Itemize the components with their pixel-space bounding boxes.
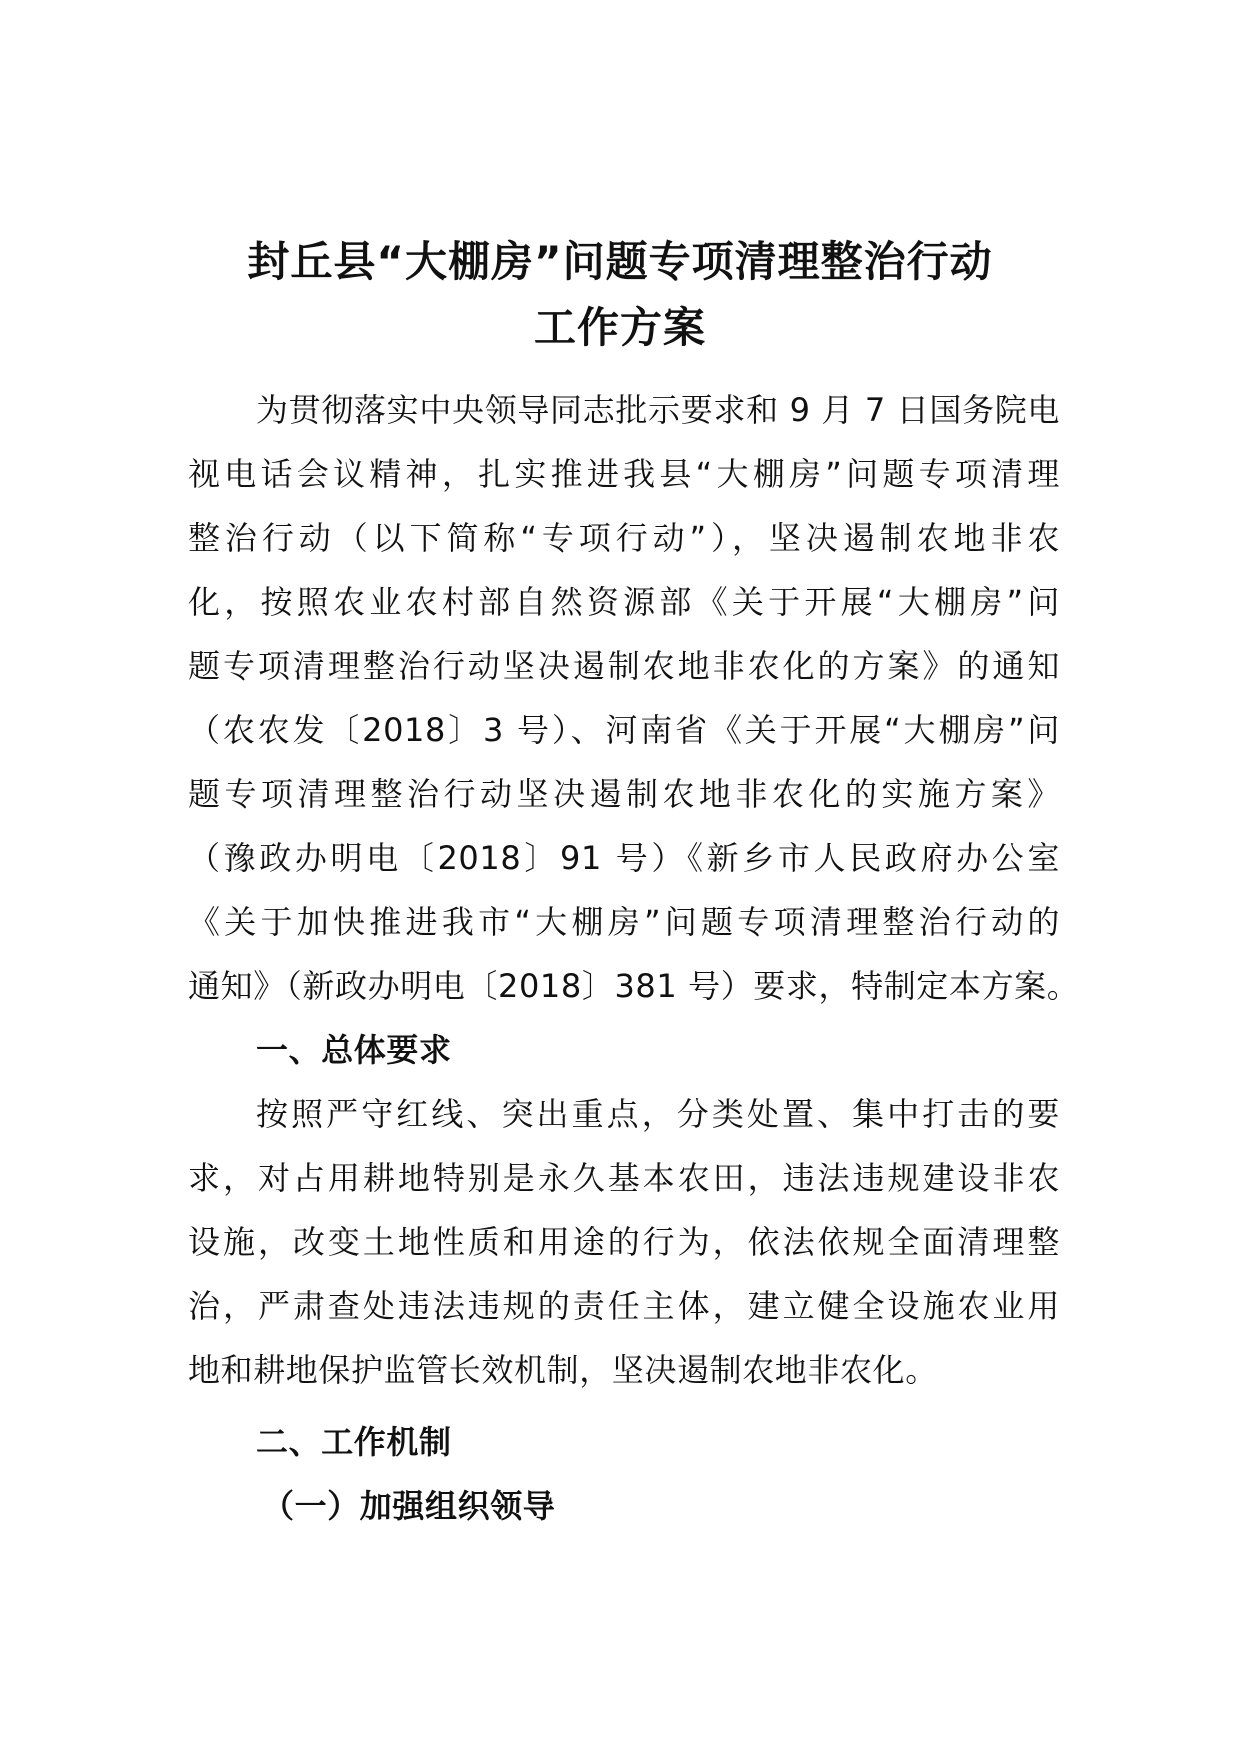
- intro-paragraph-line: （豫政办明电〔2018〕91 号）《新乡市人民政府办公室: [188, 839, 1060, 877]
- intro-paragraph-line: 视电话会议精神，扎实推进我县“大棚房”问题专项清理: [188, 455, 1060, 493]
- section-1-paragraph-line: 设施，改变土地性质和用途的行为，依法依规全面清理整: [188, 1223, 1060, 1261]
- section-1-paragraph-line: 地和耕地保护监管长效机制，坚决遏制农地非农化。: [188, 1351, 938, 1389]
- intro-paragraph-line: 《关于加快推进我市“大棚房”问题专项清理整治行动的: [188, 903, 1060, 941]
- intro-paragraph-line: 题专项清理整治行动坚决遏制农地非农化的方案》的通知: [188, 647, 1060, 685]
- document-title-line-1: 封丘县“大棚房”问题专项清理整治行动: [247, 237, 993, 286]
- intro-paragraph-line: 通知》（新政办明电〔2018〕381 号）要求，特制定本方案。: [188, 967, 1080, 1005]
- document-title-line-2: 工作方案: [533, 303, 706, 352]
- intro-paragraph-line: 题专项清理整治行动坚决遏制农地非农化的实施方案》: [188, 775, 1060, 813]
- section-1-paragraph-line: 按照严守红线、突出重点，分类处置、集中打击的要: [256, 1095, 1060, 1133]
- section-1-paragraph-line: 求，对占用耕地特别是永久基本农田，违法违规建设非农: [188, 1159, 1060, 1197]
- intro-paragraph-line: 为贯彻落实中央领导同志批示要求和 9 月 7 日国务院电: [256, 391, 1060, 429]
- intro-paragraph-line: 化，按照农业农村部自然资源部《关于开展“大棚房”问: [188, 583, 1060, 621]
- subsection-1-heading: （一）加强组织领导: [262, 1487, 556, 1525]
- intro-paragraph-line: （农农发〔2018〕3 号）、河南省《关于开展“大棚房”问: [188, 711, 1060, 749]
- section-1-paragraph-line: 治，严肃查处违法违规的责任主体，建立健全设施农业用: [188, 1287, 1060, 1325]
- intro-paragraph-line: 整治行动（以下简称“专项行动”），坚决遏制农地非农: [188, 519, 1060, 557]
- section-1-heading: 一、总体要求: [256, 1031, 452, 1069]
- section-2-heading: 二、工作机制: [256, 1423, 452, 1461]
